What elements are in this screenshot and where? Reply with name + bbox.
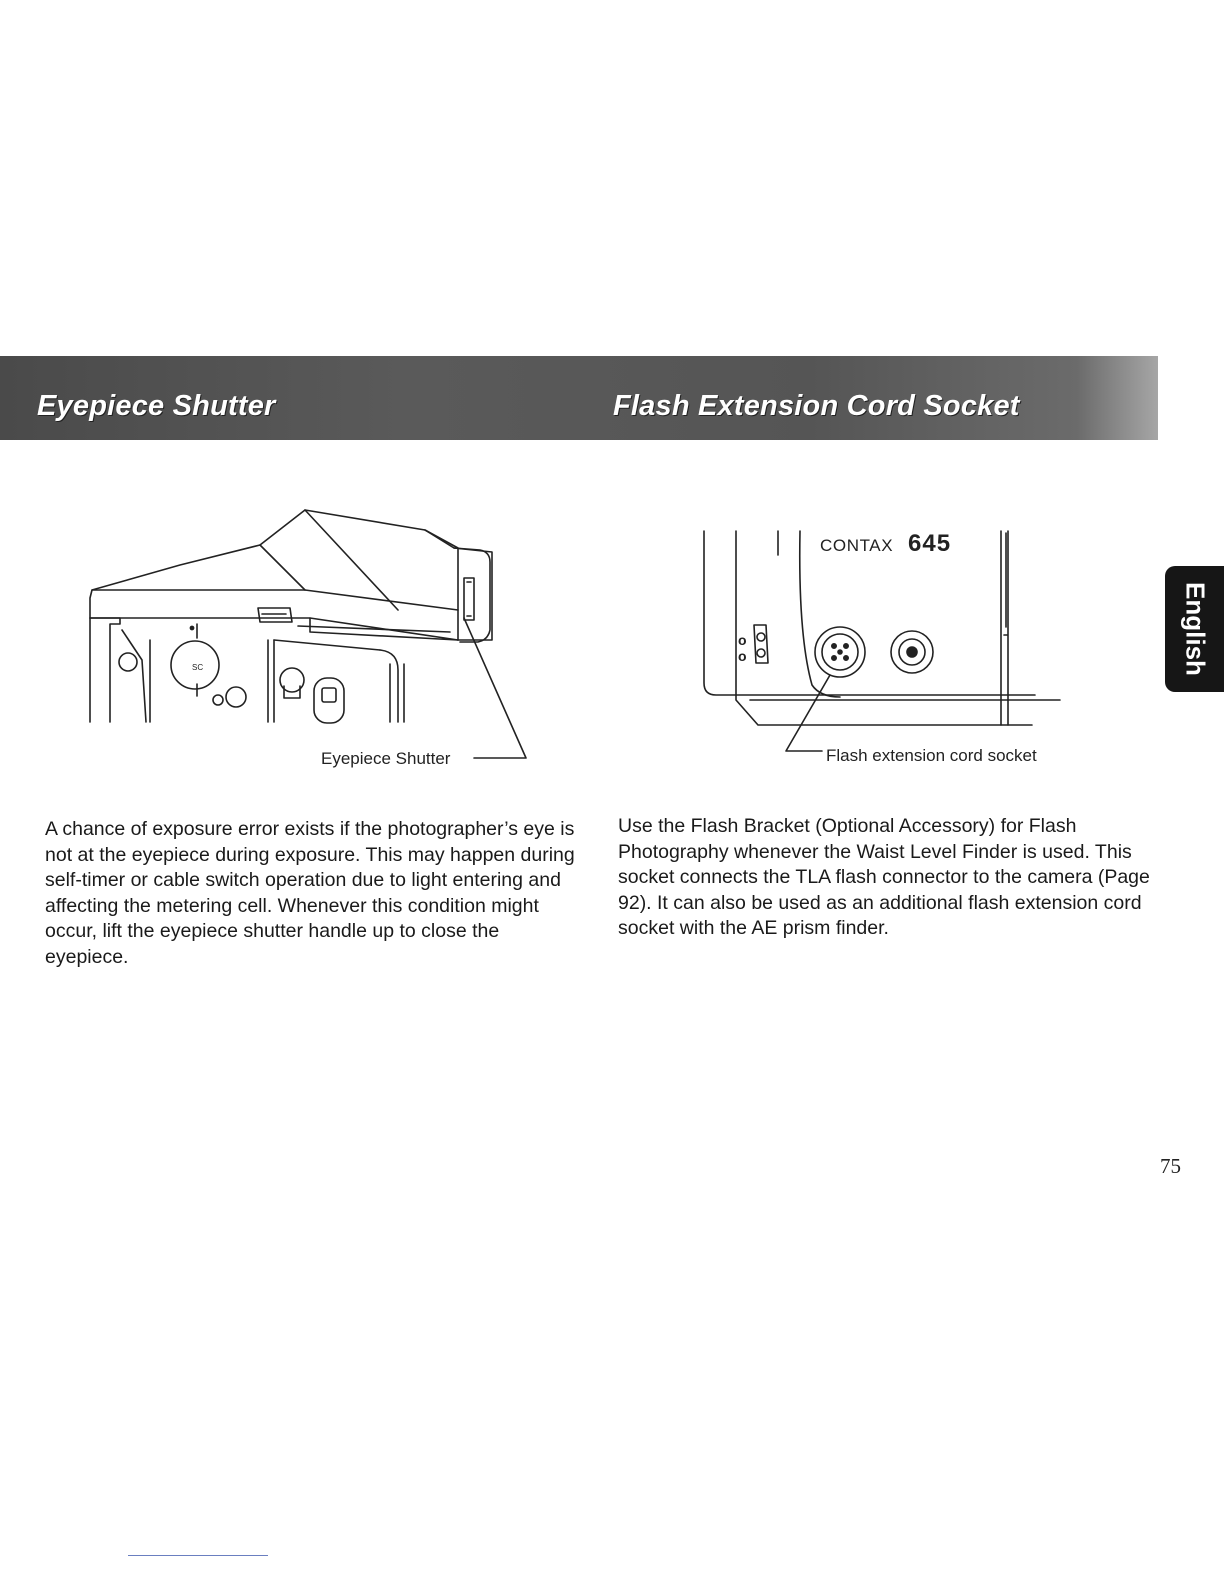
flash-socket-illustration: [690, 515, 1090, 780]
svg-text:SC: SC: [192, 663, 204, 672]
section-title-flash-extension-cord-socket: Flash Extension Cord Socket: [613, 390, 1020, 422]
flash-socket-description: Use the Flash Bracket (Optional Accessory) for Flash Photography whenever the Waist Level Finder is used. This socket connects the TLA flash connector to the camera (Page 92). It can also be used as an additional flash extension cord socket with the AE prism finder.: [618, 815, 1150, 940]
brand-label: CONTAX: [820, 536, 894, 555]
eyepiece-shutter-illustration: [80, 500, 540, 780]
eyepiece-shutter-callout: Eyepiece Shutter: [321, 749, 451, 768]
page-number: 75: [1160, 1154, 1181, 1178]
svg-text:o: o: [738, 648, 747, 664]
flash-socket-callout: Flash extension cord socket: [826, 746, 1037, 765]
language-tab[interactable]: [1165, 566, 1224, 692]
svg-text:o: o: [738, 632, 747, 648]
model-label: 645: [908, 530, 952, 557]
section-title-eyepiece-shutter: Eyepiece Shutter: [37, 390, 276, 422]
eyepiece-shutter-description: A chance of exposure error exists if the photographer’s eye is not at the eyepiece during exposure. This may happen during self-timer or cable switch operation due to light entering and affecting the metering cell. Whenever this condition might occur, lift the eyepiece shutter handle up to close the eyepiece.: [45, 818, 575, 968]
bottom-rule: [128, 1555, 268, 1556]
language-tab-label: English: [1180, 582, 1210, 676]
